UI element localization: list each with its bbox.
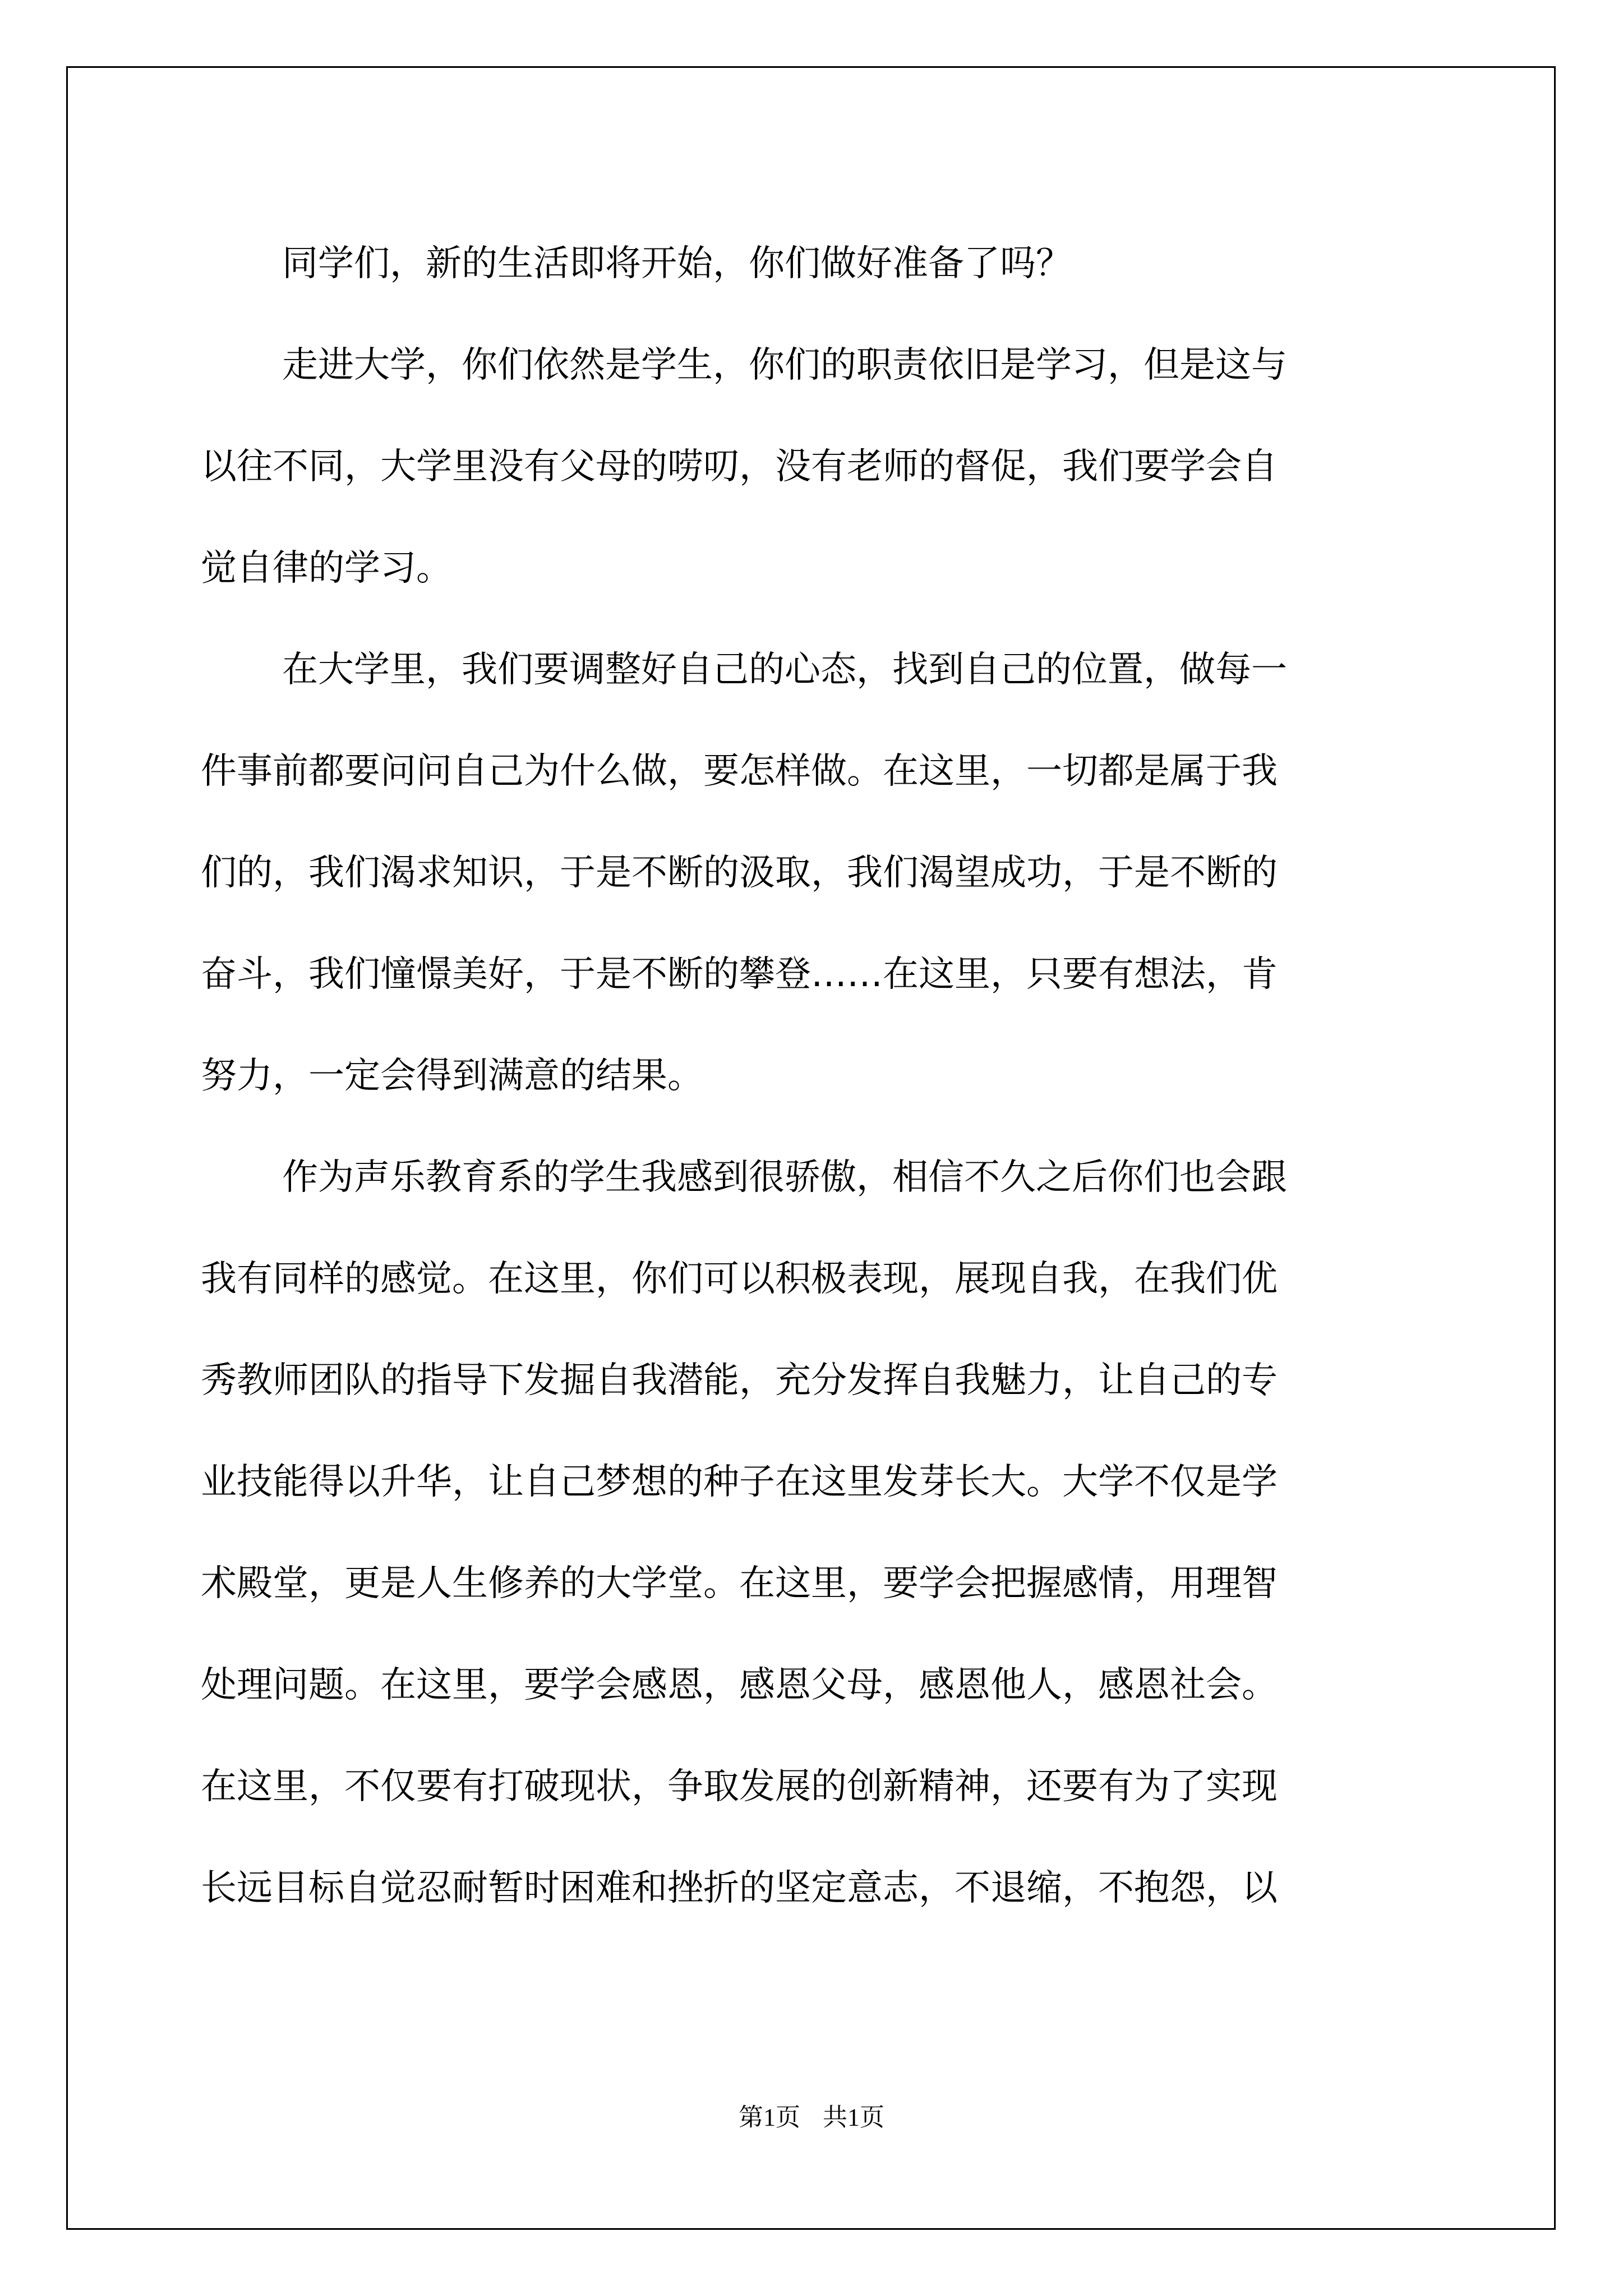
text-line: 业技能得以升华，让自己梦想的种子在这里发芽长大。大学不仅是学: [201, 1461, 1278, 1503]
page-number-current: 第1页: [739, 2104, 800, 2131]
text-line: 处理问题。在这里，要学会感恩，感恩父母，感恩他人，感恩社会。: [201, 1664, 1278, 1706]
paragraph-4: [201, 1127, 1423, 1939]
text-line: 件事前都要问问自己为什么做，要怎样做。在这里，一切都是属于我: [201, 751, 1278, 792]
paragraph-1: [201, 213, 1423, 315]
text-line: 以往不同，大学里没有父母的唠叨，没有老师的督促，我们要学会自: [201, 446, 1278, 487]
text-line: 努力，一定会得到满意的结果。: [201, 1055, 703, 1097]
text-line: 作为声乐教育系的学生我感到很骄傲，相信不久之后你们也会跟: [282, 1157, 1287, 1198]
text-line: 在这里，不仅要有打破现状，争取发展的创新精神，还要有为了实现: [201, 1766, 1278, 1807]
text-line: 我有同样的感觉。在这里，你们可以积极表现，展现自我，在我们优: [201, 1258, 1278, 1300]
text-line: 奋斗，我们憧憬美好，于是不断的攀登……在这里，只要有想法，肯: [201, 954, 1278, 995]
text-line: 术殿堂，更是人生修养的大学堂。在这里，要学会把握感情，用理智: [201, 1563, 1278, 1604]
text-line: 秀教师团队的指导下发掘自我潜能，充分发挥自我魅力，让自己的专: [201, 1360, 1278, 1401]
text-line: 走进大学，你们依然是学生，你们的职责依旧是学习，但是这与: [282, 344, 1287, 386]
text-line: 觉自律的学习。: [201, 547, 452, 589]
text-line: 们的，我们渴求知识，于是不断的汲取，我们渴望成功，于是不断的: [201, 852, 1278, 894]
paragraph-2: [201, 315, 1423, 619]
page-footer: [0, 2097, 1623, 2133]
text-line: 在大学里，我们要调整好自己的心态，找到自己的位置，做每一: [282, 649, 1287, 691]
text-line: 长远目标自觉忍耐暂时困难和挫折的坚定意志，不退缩，不抱怨，以: [201, 1867, 1278, 1909]
text-line: 同学们，新的生活即将开始，你们做好准备了吗？: [282, 243, 1072, 284]
document-body: [201, 213, 1423, 1939]
paragraph-3: [201, 619, 1423, 1127]
page-number-total: 共1页: [823, 2104, 884, 2131]
